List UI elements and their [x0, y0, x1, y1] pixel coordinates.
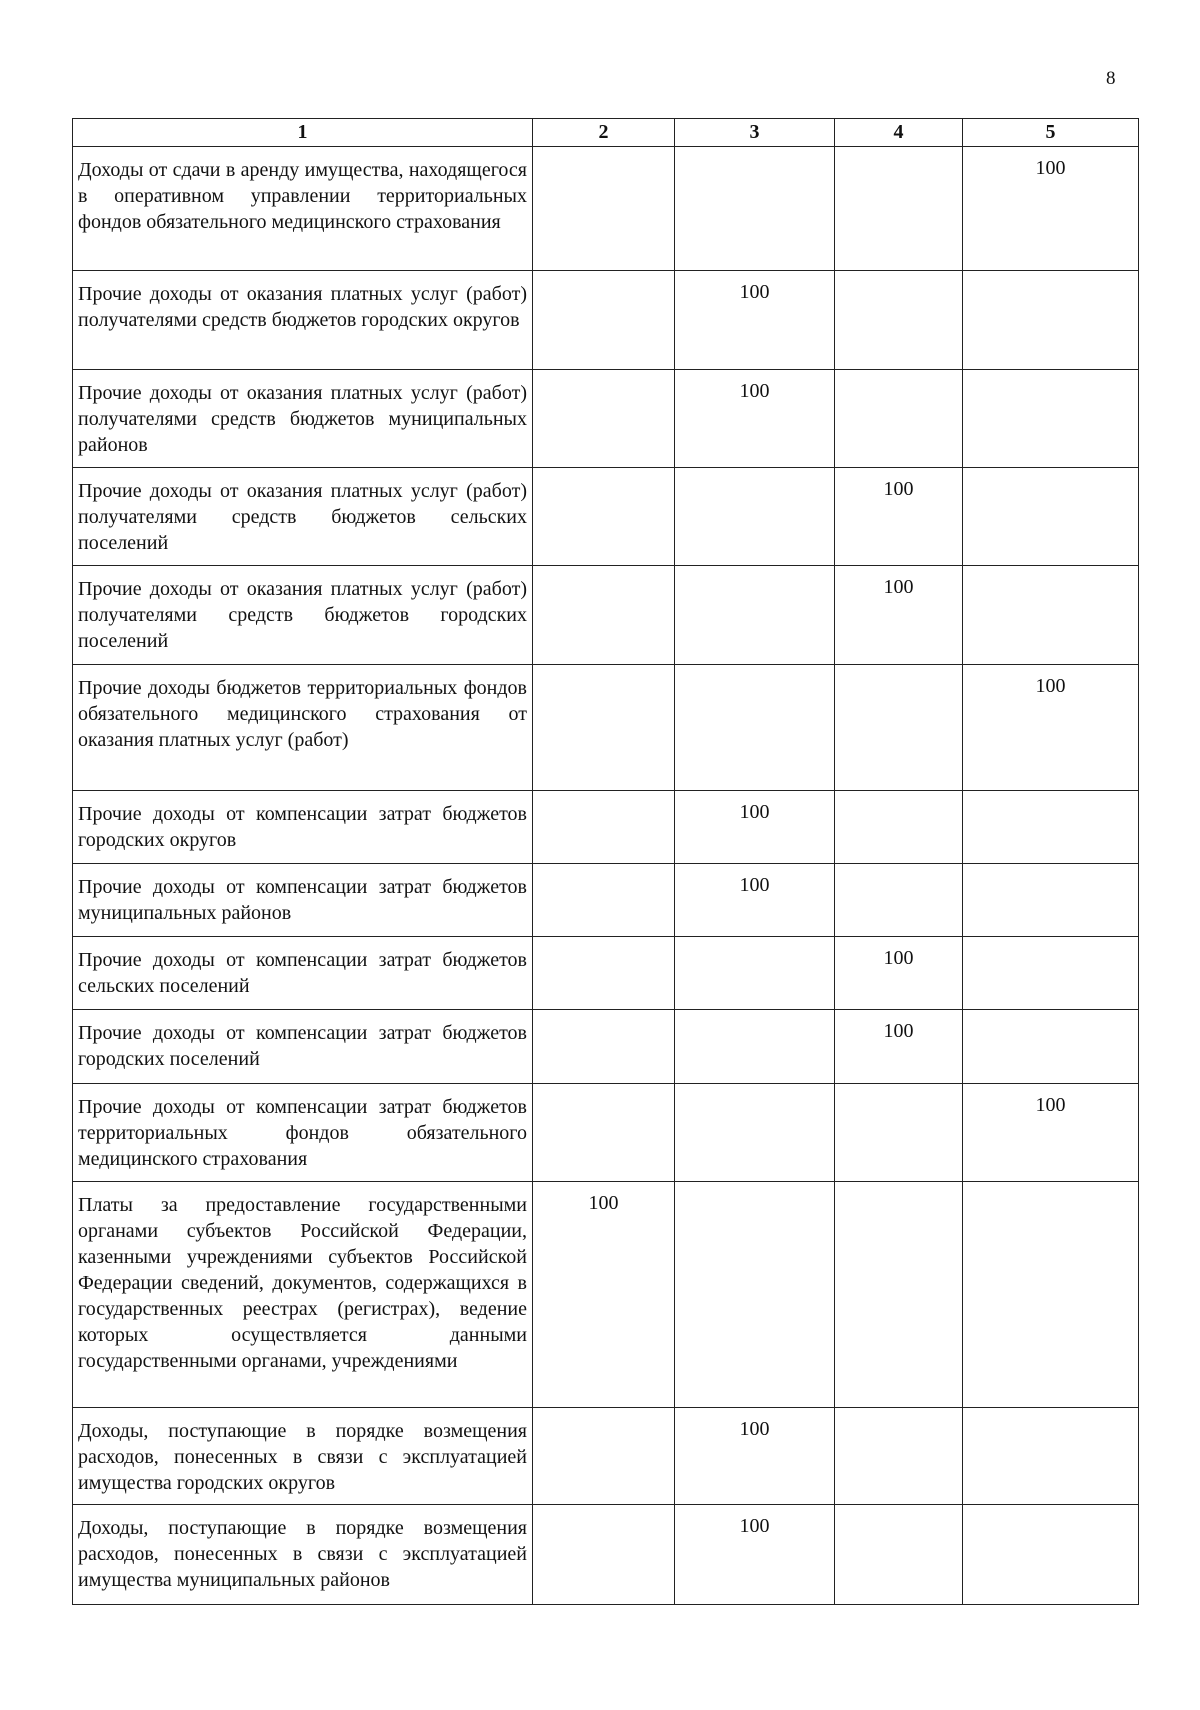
cell-value	[675, 468, 834, 478]
row-description-cell	[73, 271, 533, 370]
cell-value	[835, 791, 962, 801]
value-cell-col4	[835, 791, 963, 864]
table-row	[73, 271, 1139, 370]
value-cell-col5	[963, 1084, 1139, 1182]
row-description: Прочие доходы от оказания платных услуг (работ) получателями средств бюджетов муниципальных районов	[78, 382, 527, 456]
table-header-row	[73, 119, 1139, 147]
row-description-cell	[73, 1182, 533, 1408]
row-description: Прочие доходы от компенсации затрат бюджетов муниципальных районов	[78, 876, 527, 924]
value-cell-col4	[835, 1182, 963, 1408]
value-cell-col5	[963, 937, 1139, 1010]
cell-value	[963, 1010, 1138, 1020]
cell-value	[533, 665, 674, 675]
cell-value	[675, 1010, 834, 1020]
table-row	[73, 1182, 1139, 1408]
row-description-cell	[73, 791, 533, 864]
cell-value: 100	[1035, 1094, 1066, 1116]
cell-value	[963, 370, 1138, 380]
row-description: Прочие доходы от оказания платных услуг (работ) получателями средств бюджетов городских округов	[78, 283, 527, 331]
value-cell-col2	[533, 1505, 675, 1605]
row-description: Платы за предоставление государственными органами субъектов Российской Федерации, казенными учреждениями субъектов Российской Федерации сведений, документов, содержащихся в государственных реестрах (регистрах), ведение которых осуществляется данными государственными органами, учреждениями	[78, 1194, 527, 1372]
value-cell-col3	[675, 1010, 835, 1084]
cell-value	[963, 1408, 1138, 1418]
row-description: Прочие доходы от компенсации затрат бюджетов городских округов	[78, 803, 527, 851]
cell-value	[963, 864, 1138, 874]
cell-value: 100	[883, 576, 914, 598]
value-cell-col4	[835, 665, 963, 791]
column-header-3: 3	[675, 119, 835, 147]
value-cell-col5	[963, 665, 1139, 791]
value-cell-col4	[835, 566, 963, 665]
value-cell-col3	[675, 1182, 835, 1408]
value-cell-col5	[963, 147, 1139, 271]
cell-value	[963, 791, 1138, 801]
value-cell-col5	[963, 1505, 1139, 1605]
value-cell-col4	[835, 1408, 963, 1505]
row-description-cell	[73, 147, 533, 271]
cell-value	[533, 1084, 674, 1094]
cell-value: 100	[883, 478, 914, 500]
value-cell-col3	[675, 864, 835, 937]
column-header-4: 4	[835, 119, 963, 147]
row-description: Прочие доходы бюджетов территориальных фондов обязательного медицинского страхования от оказания платных услуг (работ)	[78, 677, 527, 751]
cell-value	[533, 937, 674, 947]
column-header-1: 1	[73, 119, 533, 147]
cell-value	[963, 468, 1138, 478]
row-description: Доходы, поступающие в порядке возмещения расходов, понесенных в связи с эксплуатацией имущества городских округов	[78, 1420, 527, 1494]
value-cell-col4	[835, 1084, 963, 1182]
value-cell-col2	[533, 791, 675, 864]
table-row	[73, 147, 1139, 271]
table-row	[73, 937, 1139, 1010]
value-cell-col4	[835, 1010, 963, 1084]
row-description-cell	[73, 468, 533, 566]
value-cell-col4	[835, 864, 963, 937]
value-cell-col2	[533, 864, 675, 937]
row-description-cell	[73, 864, 533, 937]
cell-value	[963, 1182, 1138, 1192]
row-description: Прочие доходы от оказания платных услуг (работ) получателями средств бюджетов сельских поселений	[78, 480, 527, 554]
cell-value	[835, 1505, 962, 1515]
cell-value	[963, 271, 1138, 281]
cell-value	[835, 665, 962, 675]
value-cell-col3	[675, 1505, 835, 1605]
cell-value	[533, 468, 674, 478]
value-cell-col4	[835, 271, 963, 370]
value-cell-col2	[533, 468, 675, 566]
cell-value	[963, 566, 1138, 576]
value-cell-col2	[533, 1084, 675, 1182]
cell-value	[675, 1182, 834, 1192]
cell-value: 100	[739, 801, 770, 823]
value-cell-col5	[963, 370, 1139, 468]
table-row	[73, 791, 1139, 864]
value-cell-col3	[675, 370, 835, 468]
cell-value	[533, 791, 674, 801]
row-description-cell	[73, 1010, 533, 1084]
row-description-cell	[73, 1408, 533, 1505]
value-cell-col3	[675, 665, 835, 791]
value-cell-col5	[963, 1010, 1139, 1084]
value-cell-col4	[835, 468, 963, 566]
value-cell-col3	[675, 937, 835, 1010]
table-row	[73, 1084, 1139, 1182]
value-cell-col3	[675, 271, 835, 370]
table-row	[73, 665, 1139, 791]
cell-value	[675, 1084, 834, 1094]
value-cell-col4	[835, 1505, 963, 1605]
cell-value: 100	[739, 281, 770, 303]
value-cell-col3	[675, 566, 835, 665]
cell-value	[835, 864, 962, 874]
cell-value	[835, 370, 962, 380]
row-description: Доходы, поступающие в порядке возмещения расходов, понесенных в связи с эксплуатацией имущества муниципальных районов	[78, 1517, 527, 1591]
cell-value	[533, 370, 674, 380]
cell-value	[533, 1010, 674, 1020]
cell-value: 100	[739, 1515, 770, 1537]
cell-value	[835, 271, 962, 281]
value-cell-col5	[963, 468, 1139, 566]
cell-value	[533, 864, 674, 874]
cell-value: 100	[588, 1192, 619, 1214]
row-description: Прочие доходы от компенсации затрат бюджетов территориальных фондов обязательного медицинского страхования	[78, 1096, 527, 1170]
value-cell-col2	[533, 665, 675, 791]
cell-value	[835, 1084, 962, 1094]
row-description: Доходы от сдачи в аренду имущества, находящегося в оперативном управлении территориальных фондов обязательного медицинского страхования	[78, 159, 527, 233]
cell-value	[533, 1408, 674, 1418]
cell-value: 100	[1035, 675, 1066, 697]
table-row	[73, 566, 1139, 665]
value-cell-col2	[533, 566, 675, 665]
table-row	[73, 1010, 1139, 1084]
column-header-5: 5	[963, 119, 1139, 147]
table-row	[73, 1408, 1139, 1505]
row-description-cell	[73, 937, 533, 1010]
cell-value	[675, 937, 834, 947]
value-cell-col2	[533, 1010, 675, 1084]
table-row	[73, 864, 1139, 937]
cell-value	[675, 665, 834, 675]
value-cell-col5	[963, 566, 1139, 665]
page-number: 8	[1106, 68, 1116, 89]
row-description: Прочие доходы от оказания платных услуг (работ) получателями средств бюджетов городских поселений	[78, 578, 527, 652]
row-description-cell	[73, 1084, 533, 1182]
cell-value	[963, 1505, 1138, 1515]
row-description-cell	[73, 1505, 533, 1605]
cell-value	[835, 147, 962, 157]
cell-value: 100	[739, 874, 770, 896]
row-description-cell	[73, 566, 533, 665]
cell-value	[835, 1408, 962, 1418]
column-header-2: 2	[533, 119, 675, 147]
value-cell-col3	[675, 1084, 835, 1182]
table-row	[73, 468, 1139, 566]
value-cell-col4	[835, 370, 963, 468]
value-cell-col2	[533, 370, 675, 468]
table-row	[73, 1505, 1139, 1605]
value-cell-col2	[533, 937, 675, 1010]
row-description-cell	[73, 370, 533, 468]
cell-value	[675, 566, 834, 576]
cell-value	[533, 1505, 674, 1515]
cell-value: 100	[739, 1418, 770, 1440]
cell-value: 100	[1035, 157, 1066, 179]
value-cell-col5	[963, 271, 1139, 370]
cell-value	[963, 937, 1138, 947]
row-description-cell	[73, 665, 533, 791]
value-cell-col2	[533, 1408, 675, 1505]
value-cell-col4	[835, 147, 963, 271]
cell-value	[675, 147, 834, 157]
value-cell-col3	[675, 1408, 835, 1505]
value-cell-col5	[963, 864, 1139, 937]
table-row	[73, 370, 1139, 468]
cell-value	[533, 271, 674, 281]
value-cell-col2	[533, 147, 675, 271]
value-cell-col5	[963, 791, 1139, 864]
value-cell-col4	[835, 937, 963, 1010]
cell-value: 100	[883, 1020, 914, 1042]
row-description: Прочие доходы от компенсации затрат бюджетов сельских поселений	[78, 949, 527, 997]
cell-value	[835, 1182, 962, 1192]
value-cell-col2	[533, 271, 675, 370]
cell-value	[533, 147, 674, 157]
cell-value: 100	[883, 947, 914, 969]
value-cell-col2	[533, 1182, 675, 1408]
value-cell-col5	[963, 1182, 1139, 1408]
value-cell-col3	[675, 147, 835, 271]
cell-value	[533, 566, 674, 576]
cell-value: 100	[739, 380, 770, 402]
revenue-table	[72, 118, 1139, 1605]
value-cell-col3	[675, 791, 835, 864]
value-cell-col5	[963, 1408, 1139, 1505]
value-cell-col3	[675, 468, 835, 566]
row-description: Прочие доходы от компенсации затрат бюджетов городских поселений	[78, 1022, 527, 1070]
